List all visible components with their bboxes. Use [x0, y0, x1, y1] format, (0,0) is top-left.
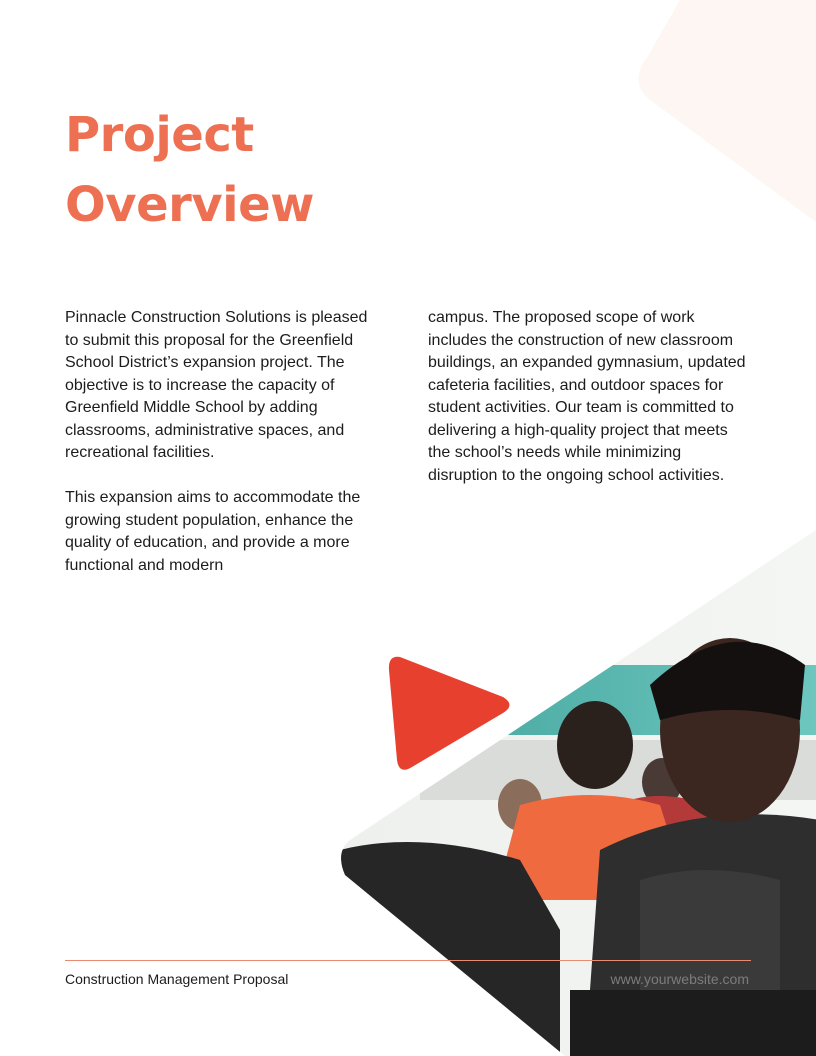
footer-divider	[65, 960, 751, 961]
title-line-2: Overview	[65, 177, 314, 233]
title-line-1: Project	[65, 107, 254, 163]
footer-document-title: Construction Management Proposal	[65, 971, 289, 987]
paragraph-intro: Pinnacle Construction Solutions is pleased to submit this proposal for the Greenfield School District’s expansion project. The objective is to increase the capacity of Greenfield Middle School by adding classrooms, administrative spaces, and recreational facilities.	[65, 309, 368, 461]
footer-website-link[interactable]: www.yourwebsite.com	[610, 971, 749, 987]
paragraph-goals-start: This expansion aims to accommodate the growing student population, enhance the quality of education, and provide a more functional and modern	[65, 489, 361, 574]
paragraph-goals-continued: campus. The proposed scope of work includes the construction of new classroom buildings, an expanded gymnasium, updated cafeteria facilities, and outdoor spaces for student activities. Our team is committed to delivering a high-quality project that meets the school’s needs while minimizing disruption to the ongoing school activities.	[428, 309, 746, 484]
